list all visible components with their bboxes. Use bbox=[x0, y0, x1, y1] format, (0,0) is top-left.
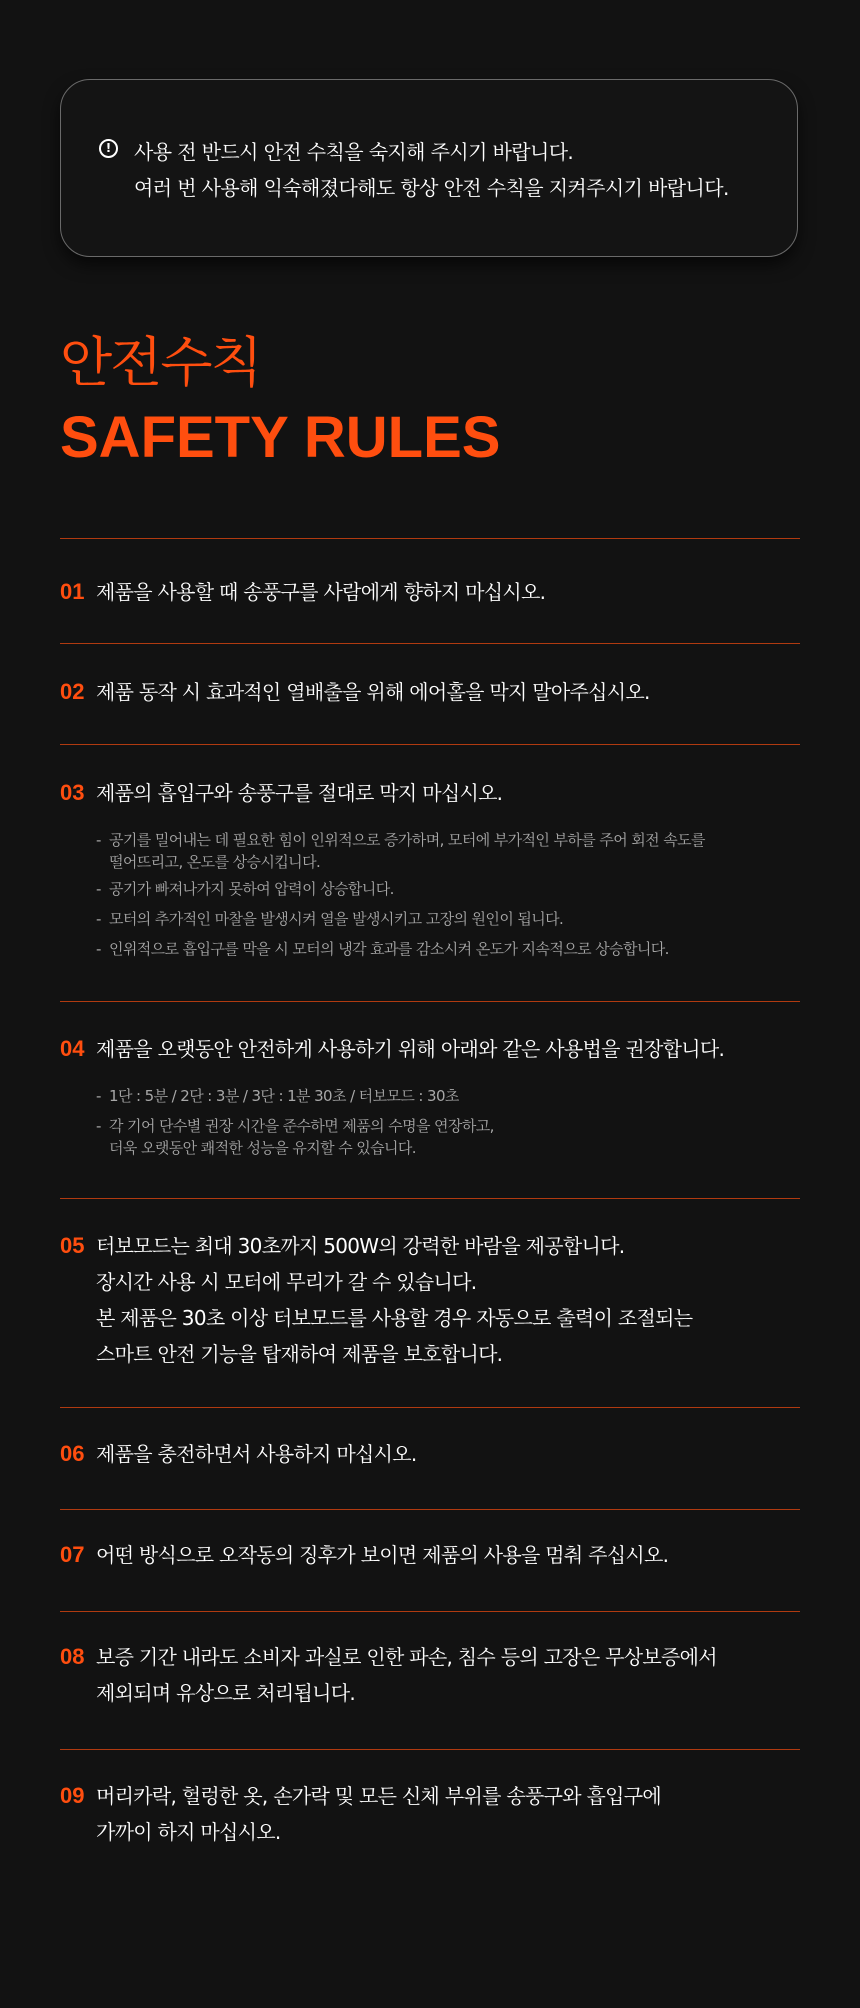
rule-text-line: 제품 동작 시 효과적인 열배출을 위해 에어홀을 막지 말아주십시오. bbox=[96, 680, 650, 704]
rule-text bbox=[96, 1228, 796, 1372]
rule-text-line: 제외되며 유상으로 처리됩니다. bbox=[96, 1681, 356, 1705]
rule-text bbox=[96, 1436, 796, 1472]
rule-number: 01 bbox=[60, 579, 85, 604]
rule-sub-list bbox=[96, 829, 786, 968]
rule-divider bbox=[60, 643, 800, 644]
rule-sub-item bbox=[96, 829, 786, 873]
rule-divider bbox=[60, 1611, 800, 1612]
rule-sub-line: - 인위적으로 흡입구를 막을 시 모터의 냉각 효과를 감소시켜 온도가 지속적으로 상승합니다. bbox=[109, 940, 669, 958]
rule-text-line: 제품을 사용할 때 송풍구를 사람에게 향하지 마십시오. bbox=[96, 580, 546, 604]
rule-sub-item bbox=[96, 878, 786, 900]
rule-text bbox=[96, 1537, 796, 1573]
rule-divider bbox=[60, 1509, 800, 1510]
rule-number: 05 bbox=[60, 1233, 85, 1258]
rule-text-line: 본 제품은 30초 이상 터보모드를 사용할 경우 자동으로 출력이 조절되는 bbox=[96, 1306, 693, 1330]
rule-text-line: 제품의 흡입구와 송풍구를 절대로 막지 마십시오. bbox=[96, 781, 503, 805]
rule-number: 06 bbox=[60, 1441, 85, 1466]
exclamation-circle-icon: ! bbox=[99, 139, 118, 158]
rule-divider bbox=[60, 1198, 800, 1199]
rule-sub-list bbox=[96, 1085, 786, 1164]
rule-text-line: 장시간 사용 시 모터에 무리가 갈 수 있습니다. bbox=[96, 1270, 477, 1294]
rule-text bbox=[96, 574, 796, 610]
rule-sub-line: 더욱 오랫동안 쾌적한 성능을 유지할 수 있습니다. bbox=[109, 1139, 416, 1157]
notice-text bbox=[134, 134, 729, 206]
rule-sub-line: - 공기가 빠져나가지 못하여 압력이 상승합니다. bbox=[109, 880, 394, 898]
rule-text-line: 제품을 오랫동안 안전하게 사용하기 위해 아래와 같은 사용법을 권장합니다. bbox=[96, 1037, 725, 1061]
rule-text-line: 터보모드는 최대 30초까지 500W의 강력한 바람을 제공합니다. bbox=[96, 1234, 625, 1258]
page-title-english: SAFETY RULES bbox=[60, 405, 501, 470]
rule-number: 08 bbox=[60, 1644, 85, 1669]
rule-text bbox=[96, 775, 796, 811]
notice-box bbox=[60, 79, 798, 257]
rule-sub-line: - 공기를 밀어내는 데 필요한 힘이 인위적으로 증가하며, 모터에 부가적인 부하를 주어 회전 속도를 bbox=[109, 831, 705, 849]
rule-text-line: 가까이 하지 마십시오. bbox=[96, 1820, 281, 1844]
rule-sub-line: - 모터의 추가적인 마찰을 발생시켜 열을 발생시키고 고장의 원인이 됩니다. bbox=[109, 910, 564, 928]
rule-sub-item bbox=[96, 1085, 786, 1107]
rule-text-line: 스마트 안전 기능을 탑재하여 제품을 보호합니다. bbox=[96, 1342, 503, 1366]
rule-divider bbox=[60, 538, 800, 539]
rule-number: 02 bbox=[60, 679, 85, 704]
rule-text bbox=[96, 1031, 796, 1067]
rule-number: 07 bbox=[60, 1542, 85, 1567]
notice-line: 여러 번 사용해 익숙해졌다해도 항상 안전 수칙을 지켜주시기 바랍니다. bbox=[134, 176, 729, 200]
rule-text-line: 머리카락, 헐렁한 옷, 손가락 및 모든 신체 부위를 송풍구와 흡입구에 bbox=[96, 1784, 661, 1808]
rule-number: 03 bbox=[60, 780, 85, 805]
notice-line: 사용 전 반드시 안전 수칙을 숙지해 주시기 바랍니다. bbox=[134, 140, 574, 164]
rule-text-line: 어떤 방식으로 오작동의 징후가 보이면 제품의 사용을 멈춰 주십시오. bbox=[96, 1543, 669, 1567]
rule-divider bbox=[60, 744, 800, 745]
rule-text-line: 보증 기간 내라도 소비자 과실로 인한 파손, 침수 등의 고장은 무상보증에서 bbox=[96, 1645, 717, 1669]
rule-text-line: 제품을 충전하면서 사용하지 마십시오. bbox=[96, 1442, 417, 1466]
rule-sub-item bbox=[96, 908, 786, 930]
rule-divider bbox=[60, 1749, 800, 1750]
rule-number: 04 bbox=[60, 1036, 85, 1061]
rule-divider bbox=[60, 1407, 800, 1408]
rule-sub-line: - 각 기어 단수별 권장 시간을 준수하면 제품의 수명을 연장하고, bbox=[109, 1117, 494, 1135]
rule-text bbox=[96, 1778, 796, 1850]
rule-number: 09 bbox=[60, 1783, 85, 1808]
rule-sub-item bbox=[96, 1115, 786, 1159]
rule-sub-item bbox=[96, 938, 786, 960]
rule-text bbox=[96, 674, 796, 710]
rule-sub-line: 떨어뜨리고, 온도를 상승시킵니다. bbox=[109, 853, 321, 871]
rule-text bbox=[96, 1639, 796, 1711]
rule-sub-line: - 1단 : 5분 / 2단 : 3분 / 3단 : 1분 30초 / 터보모드 : 30초 bbox=[109, 1087, 459, 1105]
page-title-korean: 안전수칙 bbox=[60, 331, 261, 394]
rule-divider bbox=[60, 1001, 800, 1002]
